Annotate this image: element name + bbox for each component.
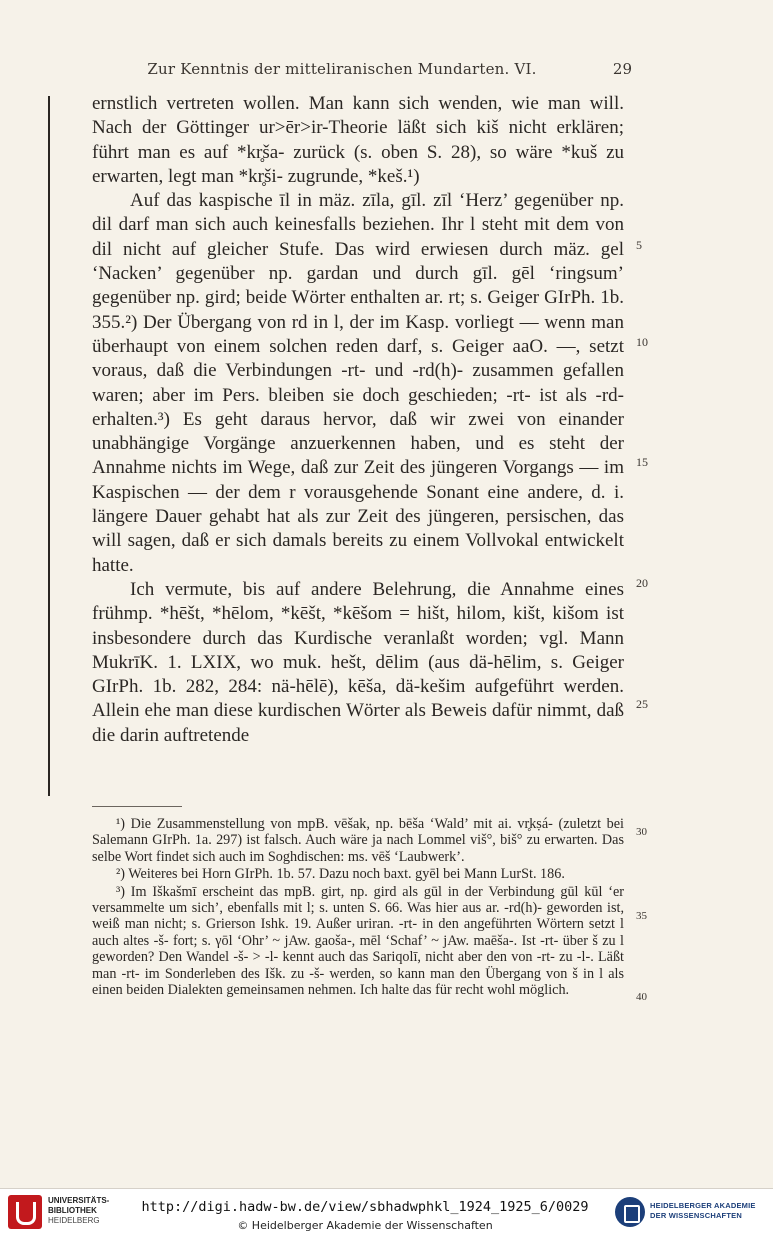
line-number-35: 35 — [636, 910, 647, 922]
permalink-url[interactable]: http://digi.hadw-bw.de/view/sbhadwphkl_1924_1925_6/0029 — [141, 1199, 589, 1215]
margin-marker-line — [48, 96, 50, 796]
line-number-15: 15 — [636, 455, 648, 469]
paragraph-2: Auf das kaspische īl in mäz. zīla, gīl. zīl ‘Herz’ gegenüber np. dil darf man sich auch keinesfalls beziehen. Ihr l steht mit dem von dil nicht auf gleicher Stufe. Das wird erwiesen durch mäz. gel ‘Nacken’ gegenüber np. gardan und durch gīl. gēl ‘ringsum’ gegenüber np. gird; beide Wörter enthalten ar. rt; s. Geiger GIrPh. 1b. 355.²) Der Übergang von rd in l, der im Kasp. vorliegt — wenn man überhaupt von einem solchen reden darf, s. Geiger aaO. —, setzt voraus, daß die Verbindungen -rt- und -rd(h)- zusammen gefallen waren; aber im Pers. bleiben sie doch geschieden; -rt- ist als -rd- erhalten.³) Es geht daraus hervor, daß wir zwei von einander unabhängige Vorgänge anzuerkennen haben, und es steht der Annahme nichts im Wege, daß zur Zeit des jüngeren Vorgangs — im Kaspischen — der dem r vorausgehende Sonant eine andere, d. i. längere Dauer gehabt hat als zur Zeit des jüngeren, persischen, das will sagen, daß er sich damals bereits zu einem Vollvokal entwickelt hatte. — [92, 190, 624, 576]
footnote-1: ¹) Die Zusammenstellung von mpB. vēšak, np. bēša ‘Wald’ mit ai. vr̥kṣá- (zuletzt bei Salemann GIrPh. 1a. 297) ist falsch. Auch wäre ja nach Lommel viš°, biš° zu erwarten. Das selbe Wort findet sich auch im Soghdischen: ms. vēš ‘Laubwerk’. — [92, 816, 624, 865]
footnotes — [92, 816, 624, 999]
footnote-3: ³) Im Iškašmī erscheint das mpB. girt, np. gird als gūl in der Verbindung gūl kūl ‘er versammelte um sich’, ebenfalls mit l; s. unten S. 66. Was hier aus ar. -rd(h)- geworden ist, weiß man nicht; s. Grierson Ishk. 19. Außer uriran. -rt- in den angeführten Wörtern setzt l auch altes -š- fort; s. γōl ‘Ohr’ ~ jAw. gaoša-, mēl ‘Schaf’ ~ jAw. maēša-. Ist -rt- über š zu l geworden? Den Wandel -š- > -l- kennt auch das Sariqolī, nicht aber den von -rt- zu -l-. Läßt man -rt- im Sonderleben des Išk. zu -š- werden, so kann man den Übergang von š in l als einen beiden Dialekten gemeinsamen nehmen. Ich halte das für recht wohl möglich. — [92, 883, 624, 999]
running-head — [92, 60, 632, 78]
footnote-2: ²) Weiteres bei Horn GIrPh. 1b. 57. Dazu noch baxt. gyēl bei Mann LurSt. 186. — [116, 866, 565, 883]
line-number-5: 5 — [636, 238, 642, 252]
academy-logo-icon[interactable] — [615, 1197, 645, 1227]
main-text — [92, 92, 624, 748]
line-number-30: 30 — [636, 826, 647, 838]
page-number: 29 — [612, 60, 632, 78]
line-number-40: 40 — [636, 991, 647, 1003]
viewer-footer — [0, 1188, 773, 1241]
paragraph-3: Ich vermute, bis auf andere Belehrung, die Annahme eines frühmp. *hēšt, *hēlom, *kēšt, *kēšom = hišt, hilom, kišt, kišom ist insbesondere durch das Kurdische veranlaßt worden; vgl. Mann MukrīK. 1. LXIX, wo muk. hešt, dēlim (aus dä-hēlim, s. Geiger GIrPh. 1b. 282, 284: nä-hēlē), kēša, dä-kešim aufgeführt werden. Allein ehe man diese kurdischen Wörter als Beweis dafür nimmt, daß die darin auftretende — [92, 578, 624, 746]
line-number-10: 10 — [636, 335, 648, 349]
university-library-logo-icon[interactable] — [8, 1195, 42, 1229]
university-library-name: UNIVERSITÄTS- BIBLIOTHEK HEIDELBERG — [48, 1196, 110, 1225]
footnote-separator — [92, 806, 182, 807]
line-number-20: 20 — [636, 576, 648, 590]
academy-name: HEIDELBERGER AKADEMIE DER WISSENSCHAFTEN — [650, 1201, 756, 1220]
running-title: Zur Kenntnis der mitteliranischen Mundarten. VI. — [147, 60, 537, 78]
copyright-notice: © Heidelberger Akademie der Wissenschaften — [237, 1219, 493, 1232]
line-number-25: 25 — [636, 697, 648, 711]
paragraph-1: ernstlich vertreten wollen. Man kann sich wenden, wie man will. Nach der Göttinger ur>ēr>ir-Theorie läßt sich kiš nicht erklären; führt man es auf *kr̥ša- zurück (s. oben S. 28), so wäre *kuš zu erwarten, legt man *kr̥ši- zugrunde, *keš.¹) — [92, 93, 624, 187]
